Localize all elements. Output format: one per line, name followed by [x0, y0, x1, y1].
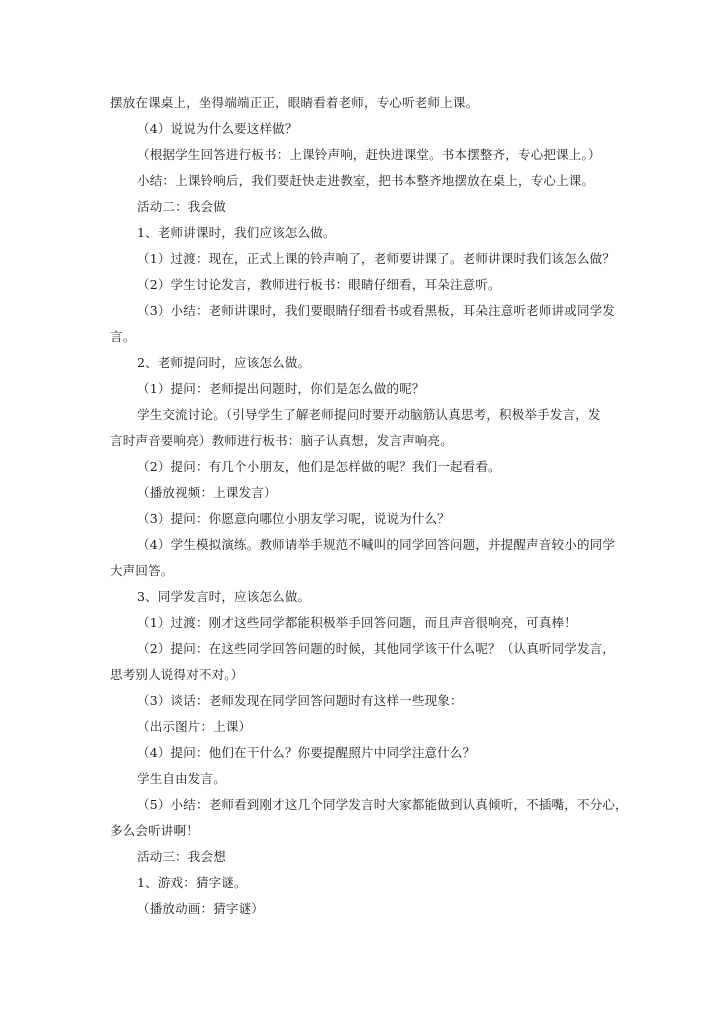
- section-heading: 活动二：我会做: [137, 199, 226, 214]
- text-line: 言时声音要响亮）教师进行板书：脑子认真想，发言声响亮。: [110, 433, 453, 448]
- text-line: （根据学生回答进行板书：上课铃声响，赶快进课堂。书本摆整齐，专心把课上。）: [137, 147, 601, 162]
- subsection-heading: 2、老师提问时，应该怎么做。: [137, 355, 311, 370]
- text-line: 思考别人说得对不对。）: [110, 667, 244, 682]
- text-line: （1）过渡：刚才这些同学都能积极举手回答问题，而且声音很响亮，可真棒！: [137, 615, 577, 630]
- text-line: 多么会听讲啊！: [110, 823, 199, 838]
- text-line: （1）过渡：现在，正式上课的铃声响了，老师要讲课了。老师讲课时我们该怎么做？: [137, 251, 616, 266]
- text-line: （2）提问：有几个小朋友，他们是怎样做的呢？我们一起看看。: [137, 459, 501, 474]
- text-line: （3）小结：老师讲课时，我们要眼睛仔细看书或看黑板，耳朵注意听老师讲或同学发: [137, 303, 616, 318]
- section-heading: 活动三：我会想: [137, 849, 226, 864]
- subsection-heading: 1、老师讲课时，我们应该怎么做。: [137, 225, 336, 240]
- text-line: （4）学生模拟演练。教师请举手规范不喊叫的同学回答问题，并提醒声音较小的同学: [137, 537, 616, 552]
- text-line: （3）提问：你愿意向哪位小朋友学习呢，说说为什么？: [137, 511, 450, 526]
- text-line: （4）提问：他们在干什么？你要提醒照片中同学注意什么？: [137, 745, 476, 760]
- text-line: 摆放在课桌上，坐得端端正正，眼睛看着老师，专心听老师上课。: [110, 95, 479, 110]
- text-line: 小结：上课铃响后，我们要赶快走进教室，把书本整齐地摆放在桌上，专心上课。: [137, 173, 595, 188]
- text-line: 学生交流讨论。（引导学生了解老师提问时要开动脑筋认真思考，积极举手发言，发: [137, 407, 601, 422]
- text-line: （2）学生讨论发言，教师进行板书：眼睛仔细看，耳朵注意听。: [137, 277, 501, 292]
- text-line: （3）谈话：老师发现在同学回答问题时有这样一些现象：: [137, 693, 463, 708]
- text-line: 学生自由发言。: [137, 771, 226, 786]
- subsection-heading: 1、游戏：猜字谜。: [137, 875, 247, 890]
- text-line: （1）提问：老师提出问题时，你们是怎么做的呢？: [137, 381, 425, 396]
- text-line: （播放视频：上课发言）: [137, 485, 277, 500]
- text-line: （4）说说为什么要这样做？: [137, 121, 298, 136]
- subsection-heading: 3、同学发言时，应该怎么做。: [137, 589, 311, 604]
- text-line: 大声回答。: [110, 563, 174, 578]
- text-line: （播放动画：猜字谜）: [137, 901, 265, 916]
- text-line: 言。: [110, 329, 136, 344]
- text-line: （2）提问：在这些同学回答问题的时候，其他同学该干什么呢？（认真听同学发言，: [137, 641, 616, 656]
- text-line: （5）小结：老师看到刚才这几个同学发言时大家都能做到认真倾听，不插嘴，不分心，: [137, 797, 628, 812]
- text-line: （出示图片：上课）: [137, 719, 252, 734]
